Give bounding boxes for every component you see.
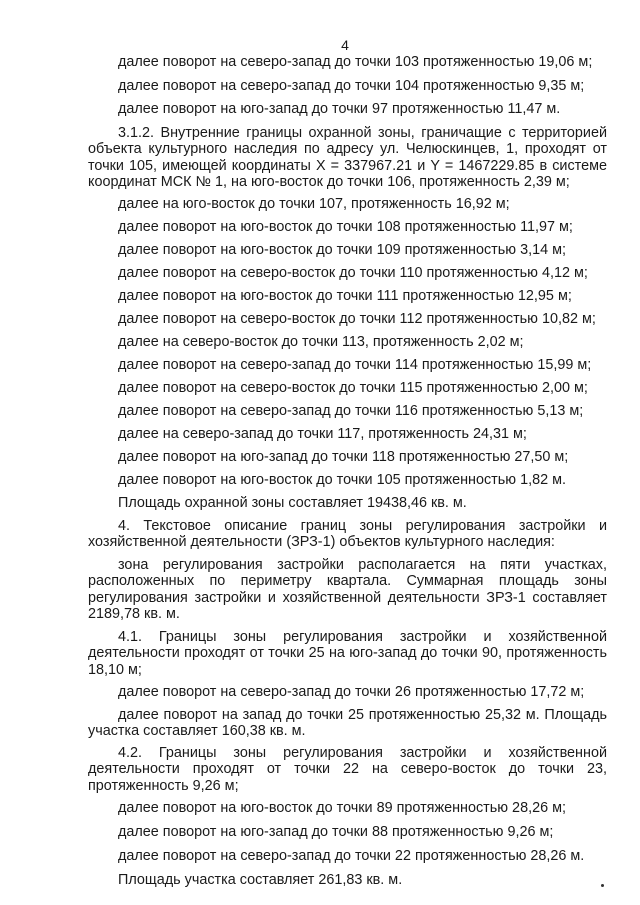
text-line: далее поворот на северо-запад до точки 114 протяженностью 15,99 м; [118,357,592,373]
text-line: далее на северо-восток до точки 113, протяженность 2,02 м; [118,334,524,350]
paragraph-4-1: 4.1. Границы зоны регулирования застройки и хозяйственной деятельности проходят от точки 25 на юго-запад до точки 90, протяженность 18,10 м; [88,629,607,678]
text-line: далее на юго-восток до точки 107, протяженность 16,92 м; [118,196,510,212]
text-line: далее поворот на северо-запад до точки 22 протяженностью 28,26 м. [118,848,585,864]
text-line: далее поворот на юго-восток до точки 108 протяженностью 11,97 м; [118,219,573,235]
paragraph-4-heading: 4. Текстовое описание границ зоны регулирования застройки и хозяйственной деятельности (ЗРЗ-1) объектов культурного наследия: [88,518,607,551]
paragraph-4-2: 4.2. Границы зоны регулирования застройки и хозяйственной деятельности проходят от точки 22 на северо-восток до точки 23, протяженность 9,26 м; [88,745,607,794]
paragraph-4-1-area: далее поворот на запад до точки 25 протяженностью 25,32 м. Площадь участка составляет 160,38 кв. м. [88,707,607,740]
text-line: далее поворот на северо-запад до точки 116 протяженностью 5,13 м; [118,403,584,419]
area-statement: Площадь участка составляет 261,83 кв. м. [118,872,403,888]
paragraph-3-1-2: 3.1.2. Внутренние границы охранной зоны, граничащие с территорией объекта культурного наследия по адресу ул. Челюскинцев, 1, проходят от точки 105, имеющей координаты X = 337967.21 и Y = 1467229.85 в системе координат МСК № 1, на юго-восток до точки 106, протяженность 2,39 м; [88,125,607,190]
text-line: далее поворот на северо-запад до точки 26 протяженностью 17,72 м; [118,684,585,700]
text-line: далее поворот на юго-запад до точки 97 протяженностью 11,47 м. [118,101,561,117]
ink-dot [601,884,604,887]
page-number: 4 [341,37,349,53]
text-line: далее на северо-запад до точки 117, протяженность 24,31 м; [118,426,527,442]
text-line: далее поворот на северо-запад до точки 103 протяженностью 19,06 м; [118,54,593,70]
text-line: далее поворот на юго-запад до точки 118 протяженностью 27,50 м; [118,449,569,465]
text-line: далее поворот на юго-восток до точки 109 протяженностью 3,14 м; [118,242,566,258]
text-line: далее поворот на северо-восток до точки 110 протяженностью 4,12 м; [118,265,588,281]
text-line: далее поворот на северо-запад до точки 104 протяженностью 9,35 м; [118,78,585,94]
text-line: далее поворот на юго-запад до точки 88 протяженностью 9,26 м; [118,824,554,840]
text-line: далее поворот на северо-восток до точки 112 протяженностью 10,82 м; [118,311,596,327]
text-line: далее поворот на северо-восток до точки 115 протяженностью 2,00 м; [118,380,588,396]
text-line: далее поворот на юго-восток до точки 105 протяженностью 1,82 м. [118,472,566,488]
text-line: далее поворот на юго-восток до точки 111 протяженностью 12,95 м; [118,288,572,304]
area-statement: Площадь охранной зоны составляет 19438,46 кв. м. [118,495,467,511]
text-line: далее поворот на юго-восток до точки 89 протяженностью 28,26 м; [118,800,566,816]
paragraph-zone-description: зона регулирования застройки располагается на пяти участках, расположенных по периметру квартала. Суммарная площадь зоны регулирования застройки и хозяйственной деятельности ЗРЗ-1 составляет 2189,78 кв. м. [88,557,607,622]
